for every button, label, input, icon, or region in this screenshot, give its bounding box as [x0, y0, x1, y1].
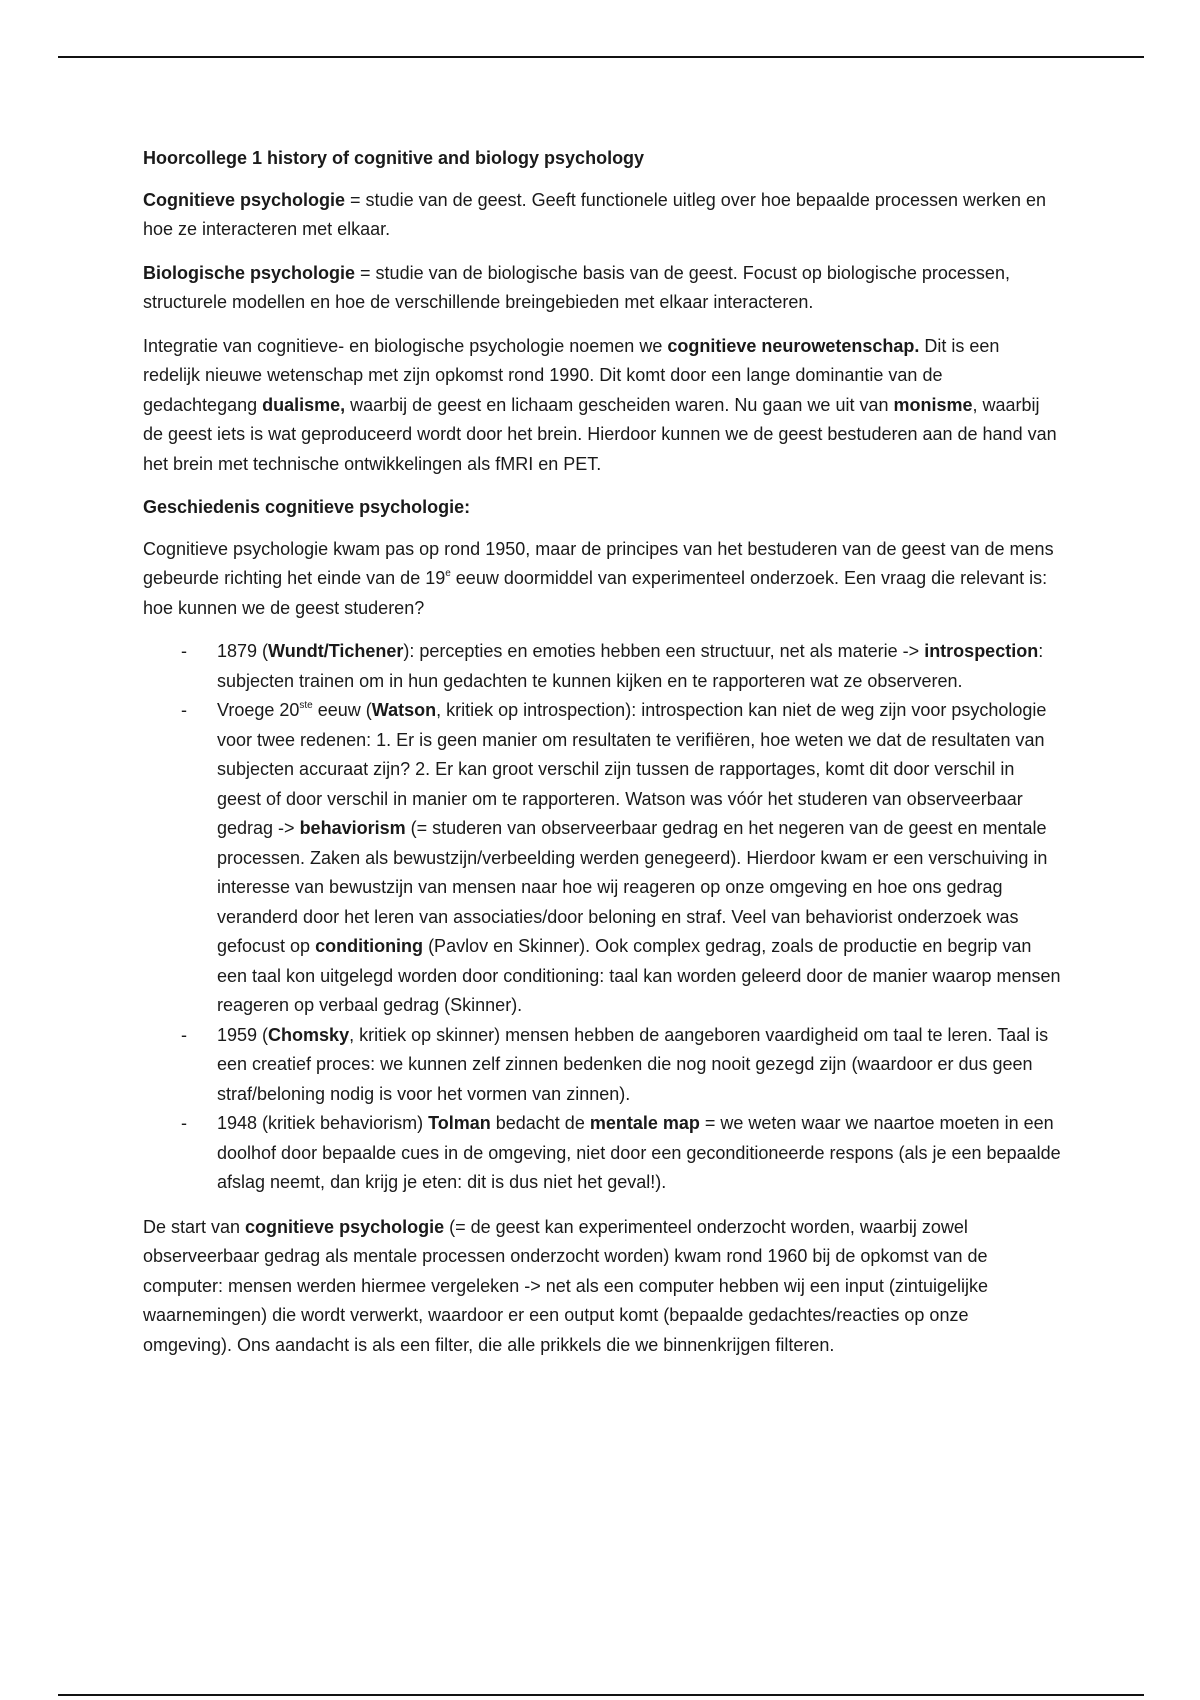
- term-chomsky: Chomsky: [268, 1024, 350, 1045]
- term-introspection: introspection: [924, 641, 1039, 661]
- list-item-tolman: [143, 1109, 1061, 1198]
- item-text: Vroege 20: [217, 700, 300, 720]
- list-item-wundt: [143, 637, 1061, 696]
- document-title: Hoorcollege 1 history of cognitive and biology psychology: [143, 148, 645, 168]
- term-cognitive-psychology: cognitieve psychologie: [245, 1216, 445, 1237]
- item-text: bedacht de: [490, 1113, 590, 1133]
- term-cognitive-neuroscience: cognitieve neurowetenschap.: [667, 335, 920, 356]
- term-conditioning: conditioning: [315, 936, 424, 956]
- paragraph-text: Integratie van cognitieve- en biologische psychologie noemen we: [143, 335, 668, 356]
- paragraph-integration: [143, 332, 1061, 480]
- bullet-dash: -: [181, 1113, 187, 1133]
- item-text: 1879 (: [217, 641, 269, 661]
- paragraph-text: Cognitieve psychologie kwam pas op rond 1950, maar de principes van het bestuderen van de geest van de mens gebeurde richting het einde van de 19: [143, 538, 1054, 588]
- item-text: , kritiek op introspection): introspection kan niet de weg zijn voor psychologie voor twee redenen: 1. Er is geen manier om resultaten te verifiëren, hoe weten we dat de resultaten van subjecten accuraat zijn? 2. Er kan groot verschil zijn tussen de rapportages, komt dit door verschil in geest of door verschil in manier om te rapporteren. Watson was vóór het studeren van observeerbaar gedrag ->: [217, 700, 1047, 838]
- list-item-watson: [143, 696, 1061, 1021]
- term-behaviorism: behaviorism: [299, 818, 406, 838]
- bullet-dash: -: [181, 1024, 187, 1045]
- footer-rule: [58, 1694, 1144, 1696]
- section-heading-history: Geschiedenis cognitieve psychologie:: [143, 497, 471, 517]
- paragraph-cognitive-psychology: [143, 186, 1061, 245]
- item-text: (= studeren van observeerbaar gedrag en het negeren van de geest en mentale processen. Zaken als bewustzijn/verbeelding werden genegeerd). Hierdoor kwam er een verschuiving in interesse van bewustzijn van mensen naar hoe wij reageren op onze omgeving en hoe ons gedrag veranderd door het leren van associaties/door beloning en straf. Veel van behaviorist onderzoek was gefocust op: [217, 818, 1048, 956]
- item-text: eeuw (: [312, 700, 372, 720]
- term-watson: Watson: [371, 700, 437, 720]
- item-text: , kritiek op skinner) mensen hebben de aangeboren vaardigheid om taal te leren. Taal is een creatief proces: we kunnen zelf zinnen bedenken die nog nooit gezegd zijn (waardoor er dus geen straf/beloning nodig is voor het vormen van zinnen).: [217, 1024, 1049, 1104]
- term-tolman: Tolman: [428, 1113, 491, 1133]
- paragraph-text: eeuw doormiddel van experimenteel onderzoek. Een vraag die relevant is: hoe kunnen we de geest studeren?: [143, 568, 1048, 618]
- header-rule: [58, 56, 1144, 58]
- paragraph-start-cognitive-psychology: [143, 1213, 1061, 1361]
- item-text: 1959 (: [217, 1024, 269, 1045]
- paragraph-history-intro: [143, 535, 1061, 624]
- superscript: ste: [299, 700, 313, 711]
- paragraph-text: Dit is een redelijk nieuwe wetenschap met zijn opkomst rond 1990. Dit komt door een lange dominantie van de gedachtegang: [143, 335, 1000, 415]
- bullet-dash: -: [181, 641, 187, 661]
- term-mental-map: mentale map: [589, 1113, 700, 1133]
- superscript: e: [445, 568, 451, 579]
- item-text: 1948 (kritiek behaviorism): [217, 1113, 429, 1133]
- list-item-chomsky: [143, 1021, 1061, 1110]
- paragraph-text: De start van: [143, 1216, 246, 1237]
- item-text: = we weten waar we naartoe moeten in een doolhof door bepaalde cues in de omgeving, niet door een geconditioneerde respons (als je een bepaalde afslag neemt, dan krijg je eten: dit is dus niet het geval!).: [217, 1113, 1061, 1192]
- term-cognitive-psychology: Cognitieve psychologie: [143, 189, 346, 210]
- paragraph-text: waarbij de geest en lichaam gescheiden waren. Nu gaan we uit van: [345, 394, 894, 415]
- bullet-dash: -: [181, 700, 187, 720]
- paragraph-text: = studie van de geest. Geeft functionele uitleg over hoe bepaalde processen werken en hoe ze interacteren met elkaar.: [143, 189, 1047, 239]
- paragraph-text: , waarbij de geest iets is wat geproduceerd wordt door het brein. Hierdoor kunnen we de geest bestuderen aan de hand van het brein met technische ontwikkelingen als fMRI en PET.: [143, 394, 1057, 474]
- item-text: : subjecten trainen om in hun gedachten te kunnen kijken en te rapporteren wat ze observeren.: [217, 641, 1044, 691]
- document-body: [143, 144, 1061, 1374]
- paragraph-text: (= de geest kan experimenteel onderzocht worden, waarbij zowel observeerbaar gedrag als mentale processen onderzocht worden) kwam rond 1960 bij de opkomst van de computer: mensen werden hiermee vergeleken -> net als een computer hebben wij een input (zintuigelijke waarnemingen) die wordt verwerkt, waardoor er een output komt (bepaalde gedachtes/reacties op onze omgeving). Ons aandacht is als een filter, die alle prikkels die we binnenkrijgen filteren.: [143, 1216, 988, 1355]
- history-timeline-list: [143, 637, 1061, 1198]
- term-monism: monisme: [893, 394, 973, 415]
- item-text: (Pavlov en Skinner). Ook complex gedrag, zoals de productie en begrip van een taal kon uitgelegd worden door conditioning: taal kan worden geleerd door de manier waarop mensen reageren op verbaal gedrag (Skinner).: [217, 936, 1061, 1015]
- term-biological-psychology: Biologische psychologie: [143, 262, 356, 283]
- paragraph-text: = studie van de biologische basis van de geest. Focust op biologische processen, structurele modellen en hoe de verschillende breingebieden met elkaar interacteren.: [143, 262, 1010, 312]
- paragraph-biological-psychology: [143, 259, 1061, 318]
- item-text: ): percepties en emoties hebben een structuur, net als materie ->: [403, 641, 925, 661]
- term-dualism: dualisme,: [262, 394, 346, 415]
- term-wundt-tichener: Wundt/Tichener: [268, 641, 404, 661]
